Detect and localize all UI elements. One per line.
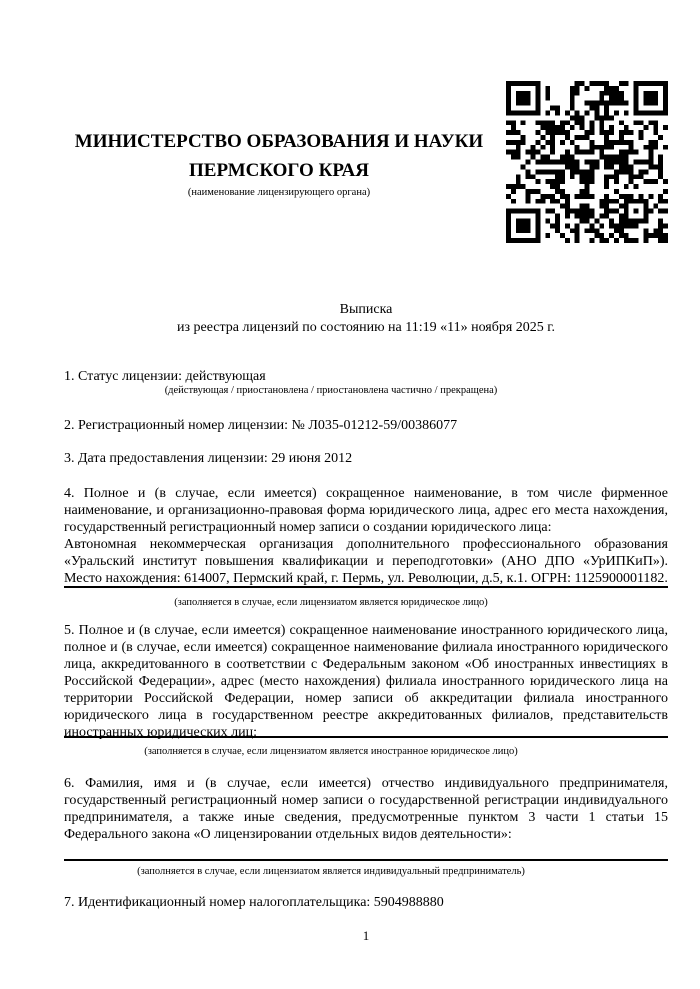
licensing-authority-header	[64, 127, 494, 200]
license-status-field: 1. Статус лицензии: действующая	[64, 369, 266, 384]
ministry-name-line1: МИНИСТЕРСТВО ОБРАЗОВАНИЯ И НАУКИ	[74, 131, 484, 152]
legal-entity-caption: (заполняется в случае, если лицензиатом является юридическое лицо)	[174, 597, 488, 608]
individual-entrepreneur-caption: (заполняется в случае, если лицензиатом является индивидуальный предприниматель)	[137, 866, 525, 877]
legal-entity-answer: Автономная некоммерческая организация дополнительного профессионального образования «Уральский институт повышения квалификации и переподготовки» (АНО ДПО «УрИПКиП»). Место нахождения: 614007, Пермский край, г. Пермь, ул. Революции, д.5, к.1. ОГРН: 1125900001182.	[64, 537, 668, 586]
document-title-line2: из реестра лицензий по состоянию на 11:19 «11» ноября 2025 г.	[177, 320, 555, 335]
taxpayer-id-field: 7. Идентификационный номер налогоплательщика: 5904988880	[64, 895, 444, 910]
ministry-caption: (наименование лицензирующего органа)	[187, 187, 371, 198]
license-date-field: 3. Дата предоставления лицензии: 29 июня 2012	[64, 451, 353, 466]
ministry-name	[64, 127, 494, 185]
legal-entity-underline	[64, 586, 668, 588]
individual-entrepreneur-underline	[64, 859, 668, 861]
document-title	[64, 301, 668, 337]
document-title-line1: Выписка	[339, 302, 393, 317]
individual-entrepreneur-section: 6. Фамилия, имя и (в случае, если имеется) отчество индивидуального предпринимателя, государственный регистрационный номер записи о государственной регистрации индивидуального предпринимателя, а также иные сведения, предусмотренные пунктом 3 части 1 статьи 15 Федерального закона «О лицензировании отдельных видов деятельности»:	[64, 776, 668, 842]
foreign-entity-caption: (заполняется в случае, если лицензиатом является иностранное юридическое лицо)	[144, 746, 518, 757]
foreign-entity-section: 5. Полное и (в случае, если имеется) сокращенное наименование иностранного юридического лица, полное и (в случае, если имеется) сокращенное наименование филиала иностранного юридического лица, аккредитованного в соответствии с Федеральным законом «Об иностранных инвестициях в Российской Федерации», адрес (место нахождения) филиала иностранного юридического лица на территории Российской Федерации, номер записи об аккредитации филиала иностранного юридического лица в государственном реестре аккредитованных филиалов, представительств иностранных юридических лиц:	[64, 623, 668, 740]
ministry-name-line2: ПЕРМСКОГО КРАЯ	[189, 160, 369, 181]
license-status-options-caption: (действующая / приостановлена / приостановлена частично / прекращена)	[164, 385, 498, 396]
legal-entity-question: 4. Полное и (в случае, если имеется) сокращенное наименование, в том числе фирменное наименование, и организационно-правовая форма юридического лица, адрес его места нахождения, государственный регистрационный номер записи о создании юридического лица:	[64, 486, 668, 535]
qr-code	[506, 81, 668, 243]
legal-entity-section	[64, 485, 668, 587]
page-number: 1	[362, 928, 370, 943]
foreign-entity-underline	[64, 736, 668, 738]
registration-number-field: 2. Регистрационный номер лицензии: № Л035-01212-59/00386077	[64, 418, 458, 433]
